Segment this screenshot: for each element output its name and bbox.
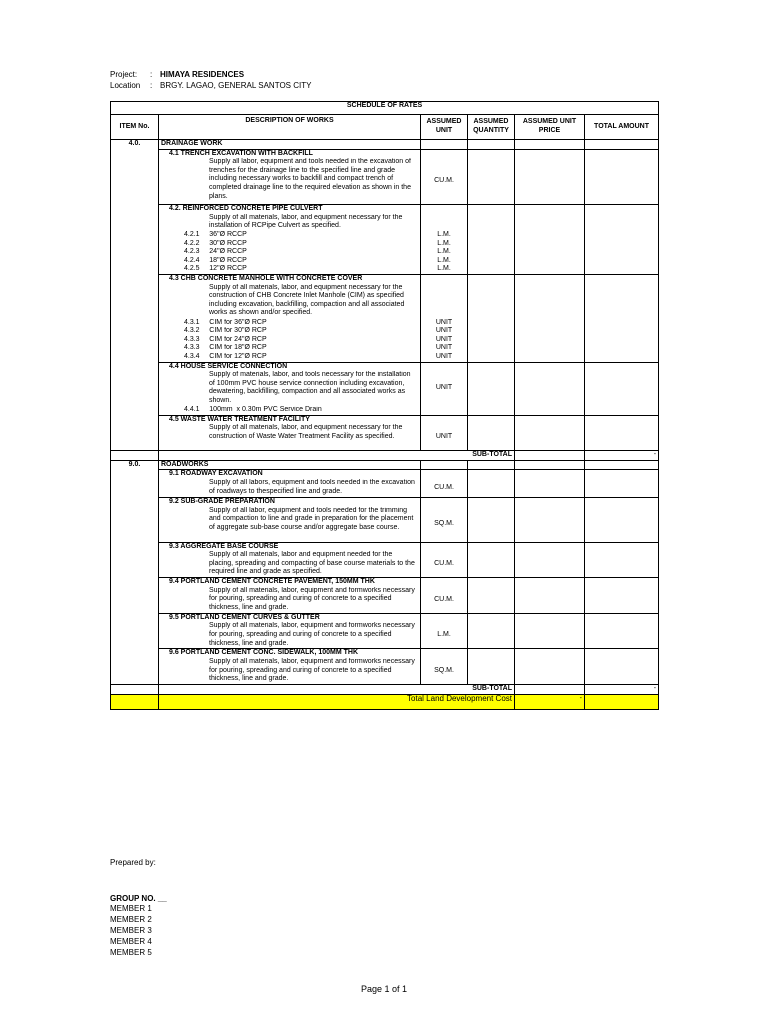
line-item-row xyxy=(111,327,659,336)
group-number: GROUP NO. __ xyxy=(110,894,167,903)
item-number xyxy=(111,231,159,240)
empty-cell xyxy=(585,587,659,614)
empty-cell xyxy=(585,622,659,649)
empty-cell xyxy=(585,327,659,336)
unit-value: SQ.M. xyxy=(421,658,468,685)
subsection-4-1 xyxy=(111,149,659,158)
unit-value: UNIT xyxy=(421,336,468,345)
empty-cell xyxy=(585,319,659,328)
empty-cell xyxy=(421,613,468,622)
schedule-of-rates-table xyxy=(110,101,659,710)
empty-cell xyxy=(585,470,659,479)
empty-cell xyxy=(515,507,585,543)
unit-value: L.M. xyxy=(421,240,468,249)
empty-cell xyxy=(468,371,515,406)
line-item-row xyxy=(111,344,659,353)
subtotal-label-cell xyxy=(159,451,421,461)
item-number xyxy=(111,424,159,451)
location-value: BRGY. LAGAO, GENERAL SANTOS CITY xyxy=(160,81,312,90)
empty-cell xyxy=(468,498,515,507)
subsection-4-5 xyxy=(111,415,659,424)
unit-value: CU.M. xyxy=(421,479,468,498)
description-row xyxy=(111,284,659,319)
unit-value: SQ.M. xyxy=(421,507,468,543)
total-value: - xyxy=(515,694,585,709)
unit-value: UNIT xyxy=(421,327,468,336)
description-row xyxy=(111,371,659,406)
line-item-label: 4.2.5 12"Ø RCCP xyxy=(159,265,421,274)
work-description: Supply of all materials, labor, equipment and formworks necessary for pouring, spreading and curing of concrete to a specified thickness, line and grade. xyxy=(159,658,421,685)
line-item-label: 4.3.4 CIM for 12"Ø RCP xyxy=(159,353,421,362)
unit-value: L.M. xyxy=(421,231,468,240)
empty-cell xyxy=(515,353,585,362)
empty-cell xyxy=(468,551,515,578)
subsection-title: 9.1 ROADWAY EXCAVATION xyxy=(159,470,421,479)
unit-price-header: ASSUMED UNIT PRICE xyxy=(515,115,585,140)
total-amount-header: TOTAL AMOUNT xyxy=(585,115,659,140)
description-row xyxy=(111,587,659,614)
line-item-row xyxy=(111,336,659,345)
empty-cell xyxy=(515,240,585,249)
empty-cell xyxy=(515,415,585,424)
empty-cell xyxy=(515,344,585,353)
empty-cell xyxy=(421,274,468,283)
empty-cell xyxy=(468,327,515,336)
total-row xyxy=(111,694,659,709)
empty-cell xyxy=(421,578,468,587)
empty-cell xyxy=(585,460,659,470)
item-number xyxy=(111,158,159,205)
line-item-label: 4.3.3 CIM for 18"Ø RCP xyxy=(159,344,421,353)
item-number xyxy=(111,451,159,461)
empty-cell xyxy=(468,257,515,266)
empty-cell xyxy=(421,140,468,150)
empty-cell xyxy=(468,424,515,451)
empty-cell xyxy=(585,406,659,415)
page-number: Page 1 of 1 xyxy=(360,984,408,994)
work-description: Supply of all materials, labor, and equipment necessary for the installation of RCPipe Culvert as specified. xyxy=(159,214,421,231)
unit-value: UNIT xyxy=(421,319,468,328)
empty-cell xyxy=(515,470,585,479)
item-number xyxy=(111,265,159,274)
empty-cell xyxy=(421,460,468,470)
empty-cell xyxy=(468,353,515,362)
colon: : xyxy=(150,70,153,79)
empty-cell xyxy=(515,214,585,231)
subsection-title: 9.6 PORTLAND CEMENT CONC. SIDEWALK, 100MM THK xyxy=(159,649,421,658)
empty-cell xyxy=(515,424,585,451)
subsection-9-6 xyxy=(111,649,659,658)
description-row xyxy=(111,658,659,685)
empty-cell xyxy=(585,694,659,709)
member-4: MEMBER 4 xyxy=(110,937,152,946)
empty-cell xyxy=(585,231,659,240)
empty-cell xyxy=(515,406,585,415)
empty-cell xyxy=(515,327,585,336)
subsection-title: 4.1 TRENCH EXCAVATION WITH BACKFILL xyxy=(159,149,421,158)
empty-cell xyxy=(515,231,585,240)
work-description: Supply of all labor, equipment and tools needed for the trimming and compaction to line and grade in preparation for the placement of aggregate sub-base course and/or aggregate base course. xyxy=(159,507,421,543)
item-number xyxy=(111,622,159,649)
empty-cell xyxy=(515,140,585,150)
empty-cell xyxy=(515,622,585,649)
empty-cell xyxy=(468,658,515,685)
subtotal-value: - xyxy=(585,685,659,695)
description-row xyxy=(111,507,659,543)
line-item-row xyxy=(111,257,659,266)
section-title: DRAINAGE WORK xyxy=(159,140,421,150)
line-item-label: 4.4.1 100mm x 0.30m PVC Service Drain xyxy=(159,406,421,415)
item-number: 4.0. xyxy=(111,140,159,150)
description-row xyxy=(111,214,659,231)
item-number xyxy=(111,507,159,543)
unit-value: L.M. xyxy=(421,265,468,274)
empty-cell xyxy=(468,587,515,614)
empty-cell xyxy=(468,362,515,371)
empty-cell xyxy=(421,406,468,415)
empty-cell xyxy=(585,613,659,622)
item-number xyxy=(111,685,159,695)
empty-cell xyxy=(585,371,659,406)
item-number xyxy=(111,327,159,336)
description-row xyxy=(111,622,659,649)
empty-cell xyxy=(421,498,468,507)
project-line xyxy=(110,69,244,80)
empty-cell xyxy=(421,542,468,551)
quantity-header: ASSUMED QUANTITY xyxy=(468,115,515,140)
unit-value: CU.M. xyxy=(421,587,468,614)
empty-cell xyxy=(585,140,659,150)
item-number xyxy=(111,284,159,319)
empty-cell xyxy=(468,319,515,328)
empty-cell xyxy=(515,460,585,470)
item-no-header: ITEM No. xyxy=(111,115,159,140)
empty-cell xyxy=(515,451,585,461)
empty-cell xyxy=(515,158,585,205)
item-number xyxy=(111,257,159,266)
empty-cell xyxy=(515,578,585,587)
table-header-row xyxy=(111,115,659,140)
item-number xyxy=(111,371,159,406)
empty-cell xyxy=(585,578,659,587)
empty-cell xyxy=(585,507,659,543)
empty-cell xyxy=(468,542,515,551)
member-1: MEMBER 1 xyxy=(110,904,152,913)
description-row xyxy=(111,424,659,451)
item-number xyxy=(111,353,159,362)
empty-cell xyxy=(468,336,515,345)
unit-value: UNIT xyxy=(421,344,468,353)
empty-cell xyxy=(585,274,659,283)
item-number xyxy=(111,248,159,257)
item-number xyxy=(111,479,159,498)
empty-cell xyxy=(421,415,468,424)
subsection-9-5 xyxy=(111,613,659,622)
empty-cell xyxy=(585,649,659,658)
empty-cell xyxy=(468,622,515,649)
item-number xyxy=(111,587,159,614)
item-number xyxy=(111,498,159,507)
item-number xyxy=(111,542,159,551)
empty-cell xyxy=(468,248,515,257)
line-item-label: 4.2.2 30"Ø RCCP xyxy=(159,240,421,249)
item-number xyxy=(111,205,159,214)
member-2: MEMBER 2 xyxy=(110,915,152,924)
line-item-row xyxy=(111,353,659,362)
empty-cell xyxy=(515,336,585,345)
empty-cell xyxy=(585,542,659,551)
empty-cell xyxy=(585,362,659,371)
empty-cell xyxy=(585,415,659,424)
empty-cell xyxy=(585,479,659,498)
item-number: 9.0. xyxy=(111,460,159,470)
empty-cell xyxy=(585,205,659,214)
empty-cell xyxy=(515,319,585,328)
line-item-row xyxy=(111,231,659,240)
unit-value: L.M. xyxy=(421,248,468,257)
empty-cell xyxy=(515,149,585,158)
empty-cell xyxy=(585,248,659,257)
description-header: DESCRIPTION OF WORKS xyxy=(159,115,421,140)
empty-cell xyxy=(515,649,585,658)
item-number xyxy=(111,415,159,424)
empty-cell xyxy=(585,240,659,249)
empty-cell xyxy=(585,149,659,158)
line-item-row xyxy=(111,319,659,328)
line-item-row xyxy=(111,240,659,249)
table-title-row xyxy=(111,102,659,115)
empty-cell xyxy=(421,470,468,479)
unit-value: L.M. xyxy=(421,622,468,649)
unit-value xyxy=(421,284,468,319)
empty-cell xyxy=(468,284,515,319)
project-value: HIMAYA RESIDENCES xyxy=(160,70,245,79)
empty-cell xyxy=(515,362,585,371)
empty-cell xyxy=(585,551,659,578)
empty-cell xyxy=(468,140,515,150)
empty-cell xyxy=(515,658,585,685)
empty-cell xyxy=(515,479,585,498)
unit-header: ASSUMED UNIT xyxy=(421,115,468,140)
subtotal-drainage xyxy=(111,451,659,461)
empty-cell xyxy=(468,479,515,498)
member-5: MEMBER 5 xyxy=(110,948,152,957)
item-number xyxy=(111,470,159,479)
section-title: ROADWORKS xyxy=(159,460,421,470)
unit-value: L.M. xyxy=(421,257,468,266)
subsection-title: 9.2 SUB-GRADE PREPARATION xyxy=(159,498,421,507)
empty-cell xyxy=(468,460,515,470)
empty-cell xyxy=(468,578,515,587)
work-description: Supply of all labors, equipment and tools needed in the excavation of roadways to thespecified line and grade. xyxy=(159,479,421,498)
unit-value: UNIT xyxy=(421,424,468,451)
empty-cell xyxy=(585,265,659,274)
unit-value: CU.M. xyxy=(421,158,468,205)
empty-cell xyxy=(468,231,515,240)
subtotal-label: SUB-TOTAL xyxy=(421,451,515,461)
empty-cell xyxy=(515,274,585,283)
description-row xyxy=(111,551,659,578)
item-number xyxy=(111,694,159,709)
empty-cell xyxy=(515,257,585,266)
item-number xyxy=(111,240,159,249)
subsection-title: 9.5 PORTLAND CEMENT CURVES & GUTTER xyxy=(159,613,421,622)
subsection-4-2 xyxy=(111,205,659,214)
line-item-label: 4.2.1 36"Ø RCCP xyxy=(159,231,421,240)
empty-cell xyxy=(421,362,468,371)
empty-cell xyxy=(468,274,515,283)
location-line xyxy=(110,80,311,91)
subsection-title: 4.5 WASTE WATER TREATMENT FACILITY xyxy=(159,415,421,424)
empty-cell xyxy=(468,470,515,479)
section-roadworks xyxy=(111,460,659,470)
line-item-label: 4.3.1 CIM for 36"Ø RCP xyxy=(159,319,421,328)
line-item-label: 4.3.3 CIM for 24"Ø RCP xyxy=(159,336,421,345)
work-description: Supply of all materials, labor, equipment and formworks necessary for pouring, spreading and curing of concrete to a specified thickness, line and grade. xyxy=(159,587,421,614)
work-description: Supply of all materials, labor, equipment and formworks necessary for pouring, spreading and curing of concrete to a specified thickness, line and grade. xyxy=(159,622,421,649)
total-label: Total Land Development Cost xyxy=(159,694,515,709)
work-description: Supply of all materials, labor, and equipment necessary for the construction of Waste Water Treatment Facility as specified. xyxy=(159,424,421,451)
item-number xyxy=(111,578,159,587)
prepared-by: Prepared by: xyxy=(110,858,156,867)
subsection-title: 9.4 PORTLAND CEMENT CONCRETE PAVEMENT, 150MM THK xyxy=(159,578,421,587)
line-item-label: 4.3.2 CIM for 30"Ø RCP xyxy=(159,327,421,336)
empty-cell xyxy=(515,371,585,406)
subsection-title: 4.3 CHB CONCRETE MANHOLE WITH CONCRETE COVER xyxy=(159,274,421,283)
subsection-9-3 xyxy=(111,542,659,551)
item-number xyxy=(111,551,159,578)
subtotal-label-cell xyxy=(159,685,421,695)
line-item-row xyxy=(111,248,659,257)
subsection-9-4 xyxy=(111,578,659,587)
empty-cell xyxy=(585,158,659,205)
subsection-title: 4.2. REINFORCED CONCRETE PIPE CULVERT xyxy=(159,205,421,214)
section-drainage xyxy=(111,140,659,150)
unit-value: UNIT xyxy=(421,371,468,406)
empty-cell xyxy=(515,685,585,695)
item-number xyxy=(111,613,159,622)
unit-value: UNIT xyxy=(421,353,468,362)
item-number xyxy=(111,319,159,328)
description-row xyxy=(111,158,659,205)
item-number xyxy=(111,336,159,345)
empty-cell xyxy=(515,498,585,507)
empty-cell xyxy=(468,344,515,353)
empty-cell xyxy=(515,284,585,319)
work-description: Supply of all materials, labor, and equipment necessary for the construction of CHB Concrete Inlet Manhole (CIM) as specified including excavation, backfilling, compaction and all associated works as shown and/or specified. xyxy=(159,284,421,319)
empty-cell xyxy=(515,248,585,257)
empty-cell xyxy=(585,214,659,231)
empty-cell xyxy=(468,415,515,424)
subsection-title: 9.3 AGGREGATE BASE COURSE xyxy=(159,542,421,551)
empty-cell xyxy=(468,507,515,543)
empty-cell xyxy=(515,205,585,214)
empty-cell xyxy=(515,542,585,551)
empty-cell xyxy=(468,406,515,415)
description-row xyxy=(111,479,659,498)
empty-cell xyxy=(468,240,515,249)
item-number xyxy=(111,406,159,415)
empty-cell xyxy=(468,265,515,274)
member-3: MEMBER 3 xyxy=(110,926,152,935)
unit-value xyxy=(421,214,468,231)
item-number xyxy=(111,658,159,685)
line-item-row xyxy=(111,265,659,274)
unit-value: CU.M. xyxy=(421,551,468,578)
work-description: Supply of all materials, labor and equipment needed for the placing, spreading and compacting of base course materials to the required line and grade as specified. xyxy=(159,551,421,578)
subsection-9-2 xyxy=(111,498,659,507)
line-item-label: 4.2.3 24"Ø RCCP xyxy=(159,248,421,257)
empty-cell xyxy=(421,205,468,214)
empty-cell xyxy=(585,353,659,362)
subsection-title: 4.4 HOUSE SERVICE CONNECTION xyxy=(159,362,421,371)
item-number xyxy=(111,362,159,371)
subtotal-value: - xyxy=(585,451,659,461)
empty-cell xyxy=(421,149,468,158)
item-number xyxy=(111,214,159,231)
empty-cell xyxy=(468,214,515,231)
project-key: Project: xyxy=(110,70,138,79)
empty-cell xyxy=(468,205,515,214)
subtotal-label: SUB-TOTAL xyxy=(421,685,515,695)
colon: : xyxy=(150,81,153,90)
empty-cell xyxy=(468,158,515,205)
empty-cell xyxy=(468,149,515,158)
work-description: Supply of materials, labor, and tools necessary for the installation of 100mm PVC house service connection including excavation, dewatering, backfilling, compaction and all associated works as shown. xyxy=(159,371,421,406)
empty-cell xyxy=(468,649,515,658)
empty-cell xyxy=(468,613,515,622)
line-item-row xyxy=(111,406,659,415)
empty-cell xyxy=(515,613,585,622)
subtotal-roadworks xyxy=(111,685,659,695)
item-number xyxy=(111,149,159,158)
work-description: Supply all labor, equipment and tools needed in the excavation of trenches for the drainage line to the specified line and grade including necessary works to backfill and compact trench of completed drainage line to the required elevation as shown in the plans. xyxy=(159,158,421,205)
item-number xyxy=(111,344,159,353)
table-title: SCHEDULE OF RATES xyxy=(111,102,659,115)
empty-cell xyxy=(585,284,659,319)
item-number xyxy=(111,274,159,283)
item-number xyxy=(111,649,159,658)
subsection-9-1 xyxy=(111,470,659,479)
empty-cell xyxy=(515,587,585,614)
empty-cell xyxy=(585,424,659,451)
empty-cell xyxy=(585,336,659,345)
location-key: Location xyxy=(110,81,141,90)
empty-cell xyxy=(585,344,659,353)
subsection-4-3 xyxy=(111,274,659,283)
empty-cell xyxy=(585,658,659,685)
subsection-4-4 xyxy=(111,362,659,371)
empty-cell xyxy=(421,649,468,658)
empty-cell xyxy=(515,551,585,578)
line-item-label: 4.2.4 18"Ø RCCP xyxy=(159,257,421,266)
empty-cell xyxy=(515,265,585,274)
member-list xyxy=(110,903,152,958)
empty-cell xyxy=(585,498,659,507)
empty-cell xyxy=(585,257,659,266)
